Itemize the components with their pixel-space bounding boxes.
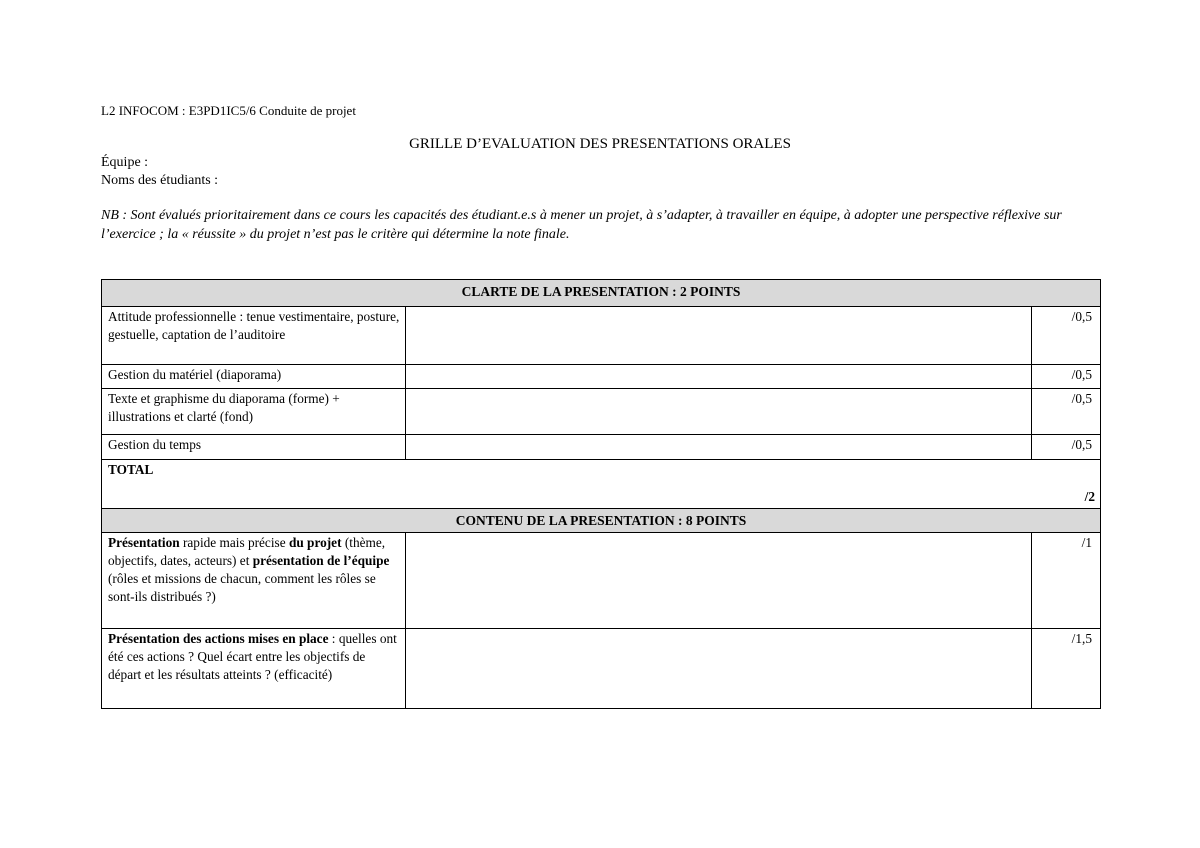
total-label: TOTAL <box>108 462 154 477</box>
table-row <box>102 533 1101 629</box>
table-row <box>102 389 1101 435</box>
table-row <box>102 629 1101 709</box>
criterion-text: : quelles ont été ces actions ? Quel écart entre les objectifs de départ et les résultats atteints ? (efficacité) <box>108 631 397 682</box>
criterion-cell: Gestion du matériel (diaporama) <box>102 365 406 389</box>
total-row <box>102 460 1101 509</box>
comment-cell[interactable] <box>406 629 1032 709</box>
criterion-bold-text: Présentation des actions mises en place <box>108 631 329 646</box>
criterion-cell <box>102 629 406 709</box>
score-cell: /0,5 <box>1032 389 1101 435</box>
section-title: CLARTE DE LA PRESENTATION : 2 POINTS <box>102 280 1101 307</box>
table-row <box>102 307 1101 365</box>
score-cell: /1 <box>1032 533 1101 629</box>
team-label: Équipe : <box>101 155 149 170</box>
score-cell: /1,5 <box>1032 629 1101 709</box>
course-line: L2 INFOCOM : E3PD1IC5/6 Conduite de projet <box>101 103 356 118</box>
criterion-cell: Texte et graphisme du diaporama (forme) + illustrations et clarté (fond) <box>102 389 406 435</box>
criterion-bold-text: du projet <box>288 535 342 550</box>
score-cell: /0,5 <box>1032 435 1101 460</box>
criterion-text: (rôles et missions de chacun, comment les rôles se sont-ils distribués ?) <box>108 571 376 604</box>
criterion-bold-text: Présentation <box>108 535 180 550</box>
comment-cell[interactable] <box>406 389 1032 435</box>
total-score: /2 <box>1084 489 1095 504</box>
comment-cell[interactable] <box>406 365 1032 389</box>
criterion-text: (thème, objectifs, dates, acteurs) et <box>108 535 386 568</box>
score-cell: /0,5 <box>1032 307 1101 365</box>
criterion-text: rapide mais précise <box>179 535 289 550</box>
comment-cell[interactable] <box>406 533 1032 629</box>
section-header-clarte <box>102 280 1101 307</box>
students-label: Noms des étudiants : <box>101 173 219 188</box>
score-cell: /0,5 <box>1032 365 1101 389</box>
total-cell <box>102 460 1101 509</box>
document-title: GRILLE D’EVALUATION DES PRESENTATIONS ORALES <box>409 136 791 152</box>
criterion-cell: Gestion du temps <box>102 435 406 460</box>
section-title: CONTENU DE LA PRESENTATION : 8 POINTS <box>102 509 1101 533</box>
criterion-bold-text: présentation de l’équipe <box>252 553 390 568</box>
evaluation-grid <box>101 279 1101 709</box>
comment-cell[interactable] <box>406 307 1032 365</box>
table-row <box>102 365 1101 389</box>
evaluation-note: NB : Sont évalués prioritairement dans ce cours les capacités des étudiant.e.s à mener un projet, à s’adapter, à travailler en équipe, à adopter une perspective réflexive sur l’exercice ; la « réussite » du projet n’est pas le critère qui détermine la note finale. <box>101 208 1062 242</box>
table-row <box>102 435 1101 460</box>
criterion-cell <box>102 533 406 629</box>
comment-cell[interactable] <box>406 435 1032 460</box>
criterion-cell: Attitude professionnelle : tenue vestimentaire, posture, gestuelle, captation de l’auditoire <box>102 307 406 365</box>
section-header-contenu <box>102 509 1101 533</box>
